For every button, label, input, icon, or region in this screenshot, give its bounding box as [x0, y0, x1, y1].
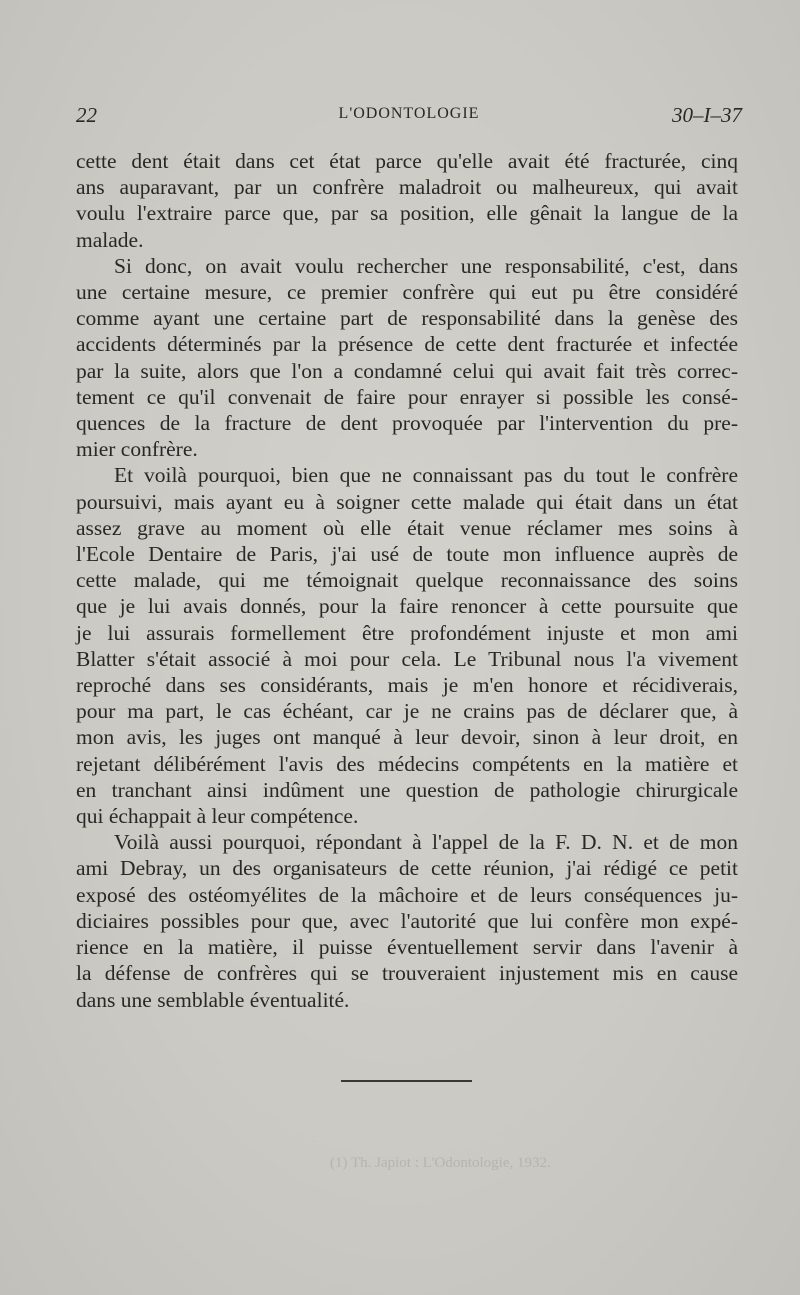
paragraph-4 — [76, 829, 738, 1012]
text-line: malade. — [76, 227, 144, 252]
body-text — [76, 148, 738, 1013]
text-line: qui échappait à leur compétence. — [76, 804, 359, 829]
text-line: cette malade, qui me témoignait quelque reconnaissance des soins — [76, 568, 738, 593]
text-line: voulu l'extraire parce que, par sa position, elle gênait la langue de la — [76, 201, 738, 226]
text-line: en tranchant ainsi indûment une question de pathologie chirurgicale — [76, 777, 738, 802]
text-line: Si donc, on avait voulu rechercher une responsabilité, c'est, dans — [114, 253, 738, 278]
text-line: ans auparavant, par un confrère maladroit ou malheureux, qui avait — [76, 175, 738, 200]
issue-date: 30–I–37 — [672, 103, 742, 127]
text-line: pour ma part, le cas échéant, car je ne crains pas de déclarer que, à — [76, 699, 738, 724]
text-line: par la suite, alors que l'on a condamné celui qui avait fait très correc- — [76, 358, 738, 383]
show-through-footnote: (1) Th. Japiot : L'Odontologie, 1932. — [330, 1155, 551, 1171]
text-line: mon avis, les juges ont manqué à leur devoir, sinon à leur droit, en — [76, 725, 738, 750]
text-line: la défense de confrères qui se trouveraient injustement mis en cause — [76, 961, 738, 986]
text-line: Voilà aussi pourquoi, répondant à l'appel de la F. D. N. et de mon — [114, 830, 738, 855]
journal-title: L'ODONTOLOGIE — [338, 105, 480, 122]
text-line: Blatter s'était associé à moi pour cela. Le Tribunal nous l'a vivement — [76, 646, 738, 671]
paragraph-1 — [76, 148, 738, 253]
page-number: 22 — [76, 103, 97, 127]
text-line: diciaires possibles pour que, avec l'autorité que lui confère mon expé- — [76, 908, 738, 933]
text-line: ami Debray, un des organisateurs de cette réunion, j'ai rédigé ce petit — [76, 856, 738, 881]
paragraph-3 — [76, 462, 738, 829]
text-line: comme ayant une certaine part de responsabilité dans la genèse des — [76, 306, 738, 331]
text-line: dans une semblable éventualité. — [76, 987, 350, 1012]
text-line: accidents déterminés par la présence de cette dent fracturée et infectée — [76, 332, 738, 357]
text-line: je lui assurais formellement être profondément injuste et mon ami — [76, 620, 738, 645]
text-line: Et voilà pourquoi, bien que ne connaissant pas du tout le confrère — [114, 463, 738, 488]
text-line: cette dent était dans cet état parce qu'elle avait été fracturée, cinq — [76, 149, 738, 173]
text-line: rejetant délibérément l'avis des médecins compétents en la matière et — [76, 751, 738, 776]
text-line: tement ce qu'il convenait de faire pour enrayer si possible les consé- — [76, 384, 738, 409]
text-line: reproché dans ses considérants, mais je m'en honore et récidiverais, — [76, 673, 738, 698]
text-line: exposé des ostéomyélites de la mâchoire et de leurs conséquences ju- — [76, 882, 738, 907]
text-line: quences de la fracture de dent provoquée par l'intervention du pre- — [76, 411, 738, 436]
text-line: poursuivi, mais ayant eu à soigner cette malade qui était dans un état — [76, 489, 738, 514]
paragraph-2 — [76, 253, 738, 463]
text-line: mier confrère. — [76, 437, 198, 462]
text-line: rience en la matière, il puisse éventuellement servir dans l'avenir à — [76, 935, 738, 960]
end-rule — [341, 1080, 472, 1082]
running-head — [76, 103, 742, 131]
text-line: que je lui avais donnés, pour la faire renoncer à cette poursuite que — [76, 594, 738, 619]
text-line: une certaine mesure, ce premier confrère qui eut pu être considéré — [76, 280, 738, 305]
text-line: assez grave au moment où elle était venue réclamer mes soins à — [76, 515, 738, 540]
text-line: l'Ecole Dentaire de Paris, j'ai usé de toute mon influence auprès de — [76, 542, 738, 567]
